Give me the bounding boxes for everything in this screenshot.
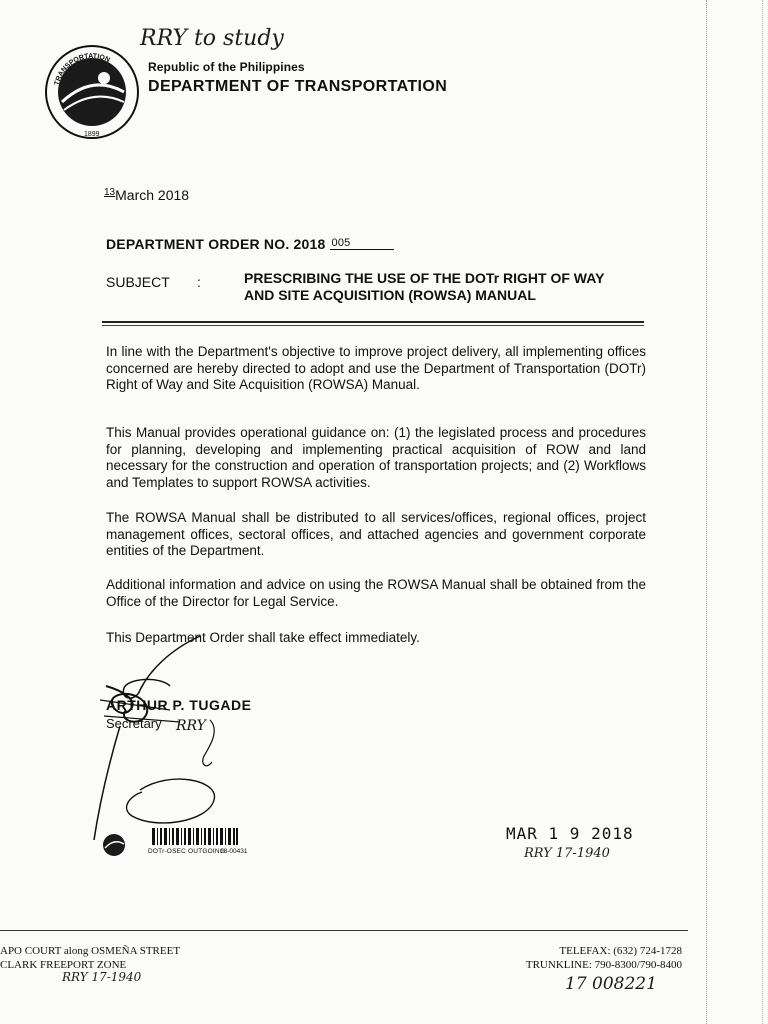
footer-handwritten-note-left: RRY 17-1940 (62, 970, 142, 984)
seal-year: 1899 (84, 131, 100, 138)
scan-edge-line (706, 0, 708, 1024)
order-date-month-year: March 2018 (115, 187, 190, 203)
handwritten-signature (60, 630, 260, 850)
subject-divider-thick (102, 321, 644, 323)
document-barcode (152, 828, 238, 845)
scan-edge-line-outer (762, 0, 764, 1024)
department-name: DEPARTMENT OF TRANSPORTATION (148, 78, 448, 95)
received-date-stamp: MAR 1 9 2018 (506, 824, 634, 843)
order-number: 005 (330, 237, 394, 250)
body-paragraph-2: This Manual provides operational guidance on: (1) the legislated process and procedures for planning, developing and implementing practical acquisition of ROW and land necessary for the construction and operation of transportation projects; and (2) Workflows and Templates to support ROWSA activities. (106, 425, 646, 490)
dotr-stamp-logo (100, 832, 130, 858)
signatory-name: ARTHUR P. TUGADE (106, 697, 252, 713)
footer-telefax: TELEFAX: (632) 724-1728 (559, 945, 682, 957)
subject-label: SUBJECT (106, 274, 170, 290)
footer-trunkline: TRUNKLINE: 790-8300/790-8400 (525, 959, 682, 971)
dotr-seal-logo (44, 44, 140, 140)
signatory-initials: RRY (176, 718, 206, 734)
footer-divider (0, 930, 688, 931)
subject-colon: : (197, 274, 201, 290)
order-date (104, 187, 189, 203)
footer-contact (470, 944, 682, 972)
signatory-title: Secretary (106, 716, 162, 731)
subject-text: PRESCRIBING THE USE OF THE DOTr RIGHT OF WAY AND SITE ACQUISITION (ROWSA) MANUAL (244, 270, 605, 303)
body-paragraph-5: This Department Order shall take effect immediately. (106, 630, 420, 645)
seal-text-top: TRANSPORTATION (53, 52, 111, 87)
footer-address-line-1: APO COURT along OSMEÑA STREET (0, 945, 181, 957)
footer-address (0, 944, 180, 972)
handwritten-routing-note: RRY to study (140, 26, 284, 51)
body-paragraph-1: In line with the Department's objective to improve project delivery, all implementing offices concerned are hereby directed to adopt and use the Department of Transportation (DOTr) Right of Way and Site Acquisition (ROWSA) Manual. (106, 344, 646, 392)
barcode-number: 18-00431 (220, 848, 248, 855)
received-handwritten-note: RRY 17-1940 (524, 846, 610, 861)
footer-address-line-2: CLARK FREEPORT ZONE (0, 959, 127, 971)
body-paragraph-4: Additional information and advice on using the ROWSA Manual shall be obtained from the Office of the Director for Legal Service. (106, 577, 646, 609)
order-number-line (106, 236, 394, 252)
republic-line: Republic of the Philippines (148, 60, 305, 74)
order-label: DEPARTMENT ORDER NO. 2018 (106, 236, 326, 252)
barcode-caption: DOTr-OSEC OUTGOING (148, 848, 226, 855)
body-paragraph-3: The ROWSA Manual shall be distributed to all services/offices, regional offices, project management offices, sectoral offices, and attached agencies and government corporate entities of the Department. (106, 510, 646, 558)
footer-handwritten-note-right: 17 008221 (565, 974, 657, 994)
order-date-day: 13 (104, 187, 116, 198)
subject-divider-thin (102, 325, 644, 326)
